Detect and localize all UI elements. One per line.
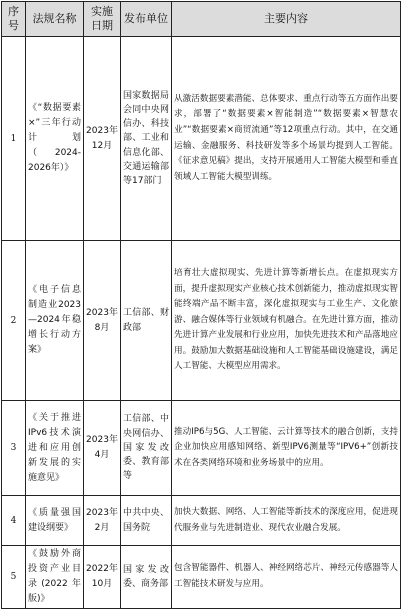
- header-unit: 发布单位: [121, 2, 172, 37]
- row-content: 加快大数据、网络、人工智能等新技术的深度应用，促进现代服务业与先进制造业、现代农业融合发展。: [172, 496, 401, 546]
- row-date: 2023年12月: [84, 37, 121, 241]
- row-name: 《“数据要素×”三年行动计划（2024-2026年）》: [26, 37, 84, 241]
- header-date: 实施日期: [84, 2, 121, 37]
- row-date: 2023年4月: [84, 401, 121, 496]
- row-name: 《关于推进IPv6技术演进和应用创新发展的实施意见》: [26, 401, 84, 496]
- row-content: 培育壮大虚拟现实、先进计算等新增长点。在虚拟现实方面，提升虚拟现实产业核心技术创新能力，推动虚拟现实智能终端产品不断丰富，深化虚拟现实与工业生产、文化旅游、融合媒体等行业领域有机融合。在先进计算方面，推动先进计算产业发展和行业应用，加快先进技术和产品落地应用。鼓励加大数据基础设施和人工智能基础设施建设，满足人工智能、大模型应用需求。: [172, 241, 401, 401]
- table-row: [2, 546, 401, 609]
- table-row: [2, 401, 401, 496]
- row-unit: 中共中央、国务院: [121, 496, 172, 546]
- table-row: [2, 37, 401, 241]
- row-unit: 国家数据局会同中央网信办、科技部、工业和信息化部、交通运输部等17部门: [121, 37, 172, 241]
- row-index: 2: [2, 241, 26, 401]
- row-name: 《质量强国建设纲要》: [26, 496, 84, 546]
- header-index: 序号: [2, 2, 26, 37]
- row-unit: 国家发改委、商务部: [121, 546, 172, 609]
- row-index: 5: [2, 546, 26, 609]
- row-name: 《鼓励外商投资产业目录(2022年版)》: [26, 546, 84, 609]
- table-row: [2, 241, 401, 401]
- row-date: 2023年8月: [84, 241, 121, 401]
- row-content: 推动IP6与5G、人工智能、云计算等技术的融合创新，支持企业加快应用感知网络、新型IPV6测量等“IPV6+”创新技术在各类网络环境和业务场景中的应用。: [172, 401, 401, 496]
- row-content: 从激活数据要素潜能、总体要求、重点行动等五方面作出要求，部署了“数据要素×智能制造”“数据要素×智慧农业”“数据要素×商贸流通”等12项重点行动。其中，在交通运输、金融服务、科技研发等多个场景均提到人工智能。《征求意见稿》提出，支持开展通用人工智能大模型和垂直领域人工智能大模型训练。: [172, 37, 401, 241]
- row-content: 包含智能器件、机器人、神经网络芯片、神经元传感器等人工智能技术研发与应用。: [172, 546, 401, 609]
- row-name: 《电子信息制造业2023—2024年稳增长行动方案》: [26, 241, 84, 401]
- policy-table: [1, 1, 401, 609]
- row-index: 4: [2, 496, 26, 546]
- header-content: 主要内容: [172, 2, 401, 37]
- row-unit: 工信部、中央网信办、国家发改委、教育部等: [121, 401, 172, 496]
- table-row: [2, 496, 401, 546]
- row-date: 2023年2月: [84, 496, 121, 546]
- header-name: 法规名称: [26, 2, 84, 37]
- table-header-row: [2, 2, 401, 37]
- row-index: 1: [2, 37, 26, 241]
- row-index: 3: [2, 401, 26, 496]
- row-date: 2022年10月: [84, 546, 121, 609]
- row-unit: 工信部、财政部: [121, 241, 172, 401]
